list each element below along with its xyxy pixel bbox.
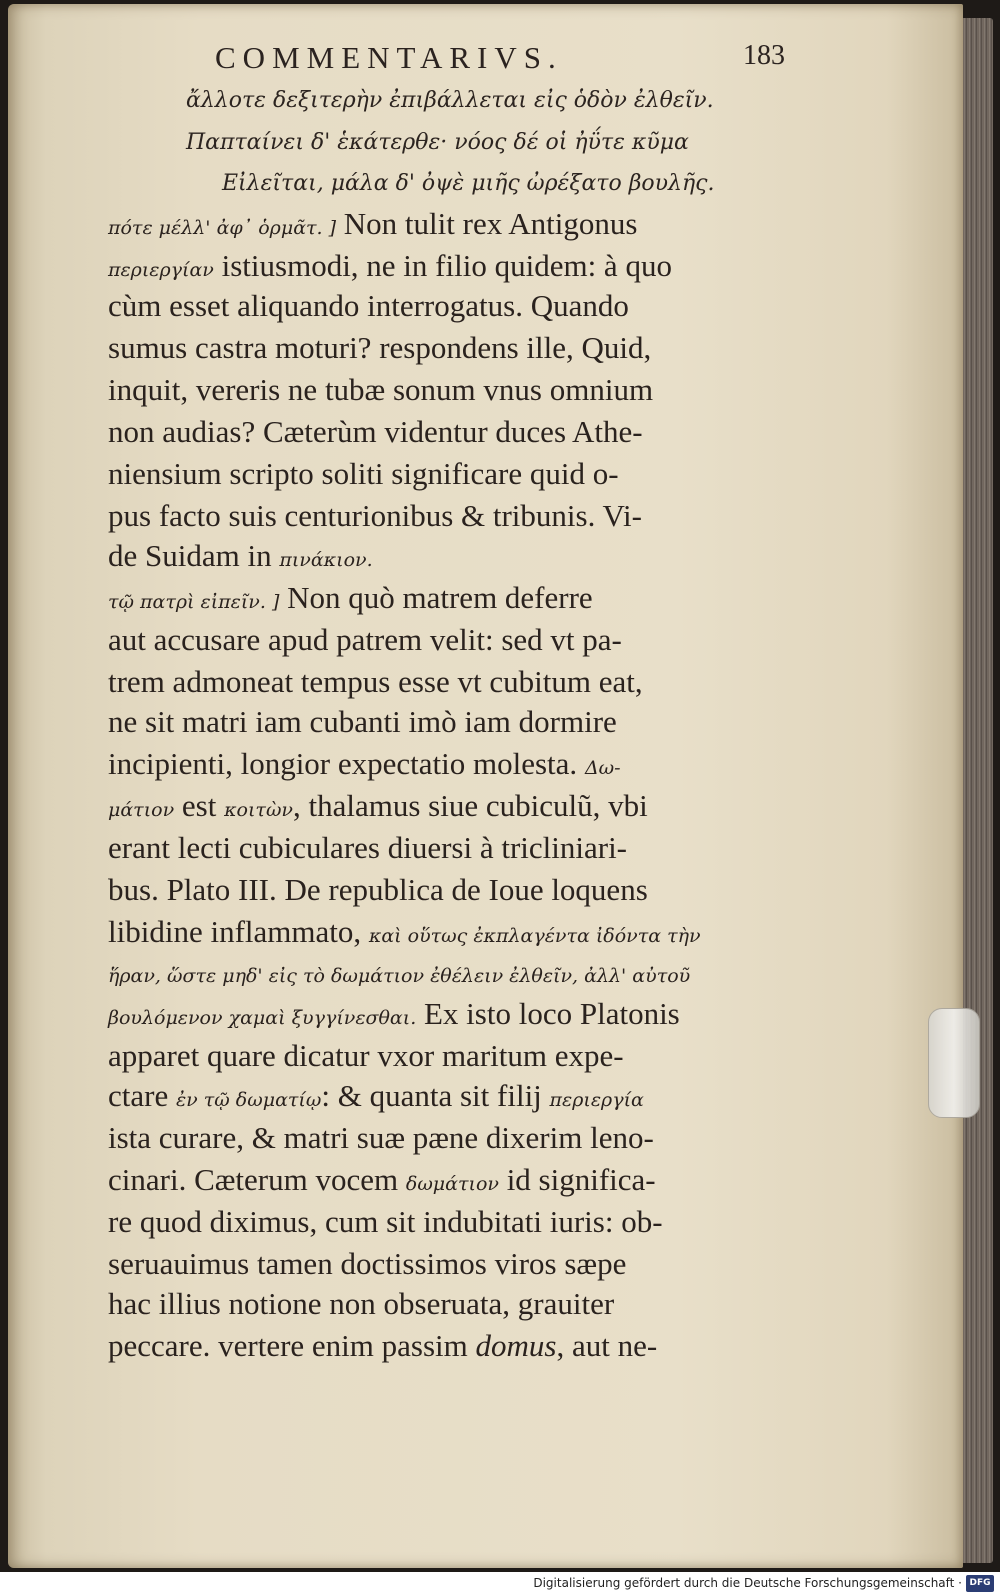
text-line — [108, 872, 648, 908]
latin-text: Ex isto loco Platonis — [416, 996, 680, 1031]
greek-phrase: καὶ οὕτως ἐκπλαγέντα ἰδόντα τὴν — [368, 925, 701, 947]
footer-bar — [0, 1572, 1000, 1596]
latin-text: ctare — [108, 1078, 176, 1113]
greek-phrase: τῷ πατρὶ εἰπεῖν. ] — [108, 591, 280, 613]
latin-text: domus — [475, 1328, 557, 1363]
dfg-logo-icon: DFG — [966, 1575, 994, 1592]
latin-text: apparet quare dicatur vxor maritum expe- — [108, 1038, 624, 1073]
running-title: COMMENTARIVS. — [215, 40, 563, 75]
latin-text: id significa- — [498, 1162, 656, 1197]
text-line — [108, 456, 619, 492]
funding-note: Digitalisierung gefördert durch die Deutsche Forschungsgemeinschaft · — [533, 1576, 962, 1590]
text-line — [108, 704, 617, 740]
latin-text: libidine inflammato, — [108, 914, 369, 949]
verse-line: ἄλλοτε δεξιτερὴν ἐπιβάλλεται εἰς ὁδὸν ἐλθεῖν. — [186, 88, 714, 113]
verse-line: Παπταίνει δ' ἑκάτερθε· νόος δέ οἱ ἠΰτε κῦμα — [186, 130, 689, 155]
text-line — [108, 622, 622, 658]
text-line — [108, 248, 672, 284]
latin-text: , thalamus siue cubiculũ, vbi — [292, 788, 648, 823]
latin-text: hac illius notione non obseruata, grauiter — [108, 1286, 615, 1321]
latin-text: bus. Plato III. De republica de Ioue loquens — [108, 872, 648, 907]
greek-phrase: ἐν τῷ δωματίῳ — [175, 1089, 322, 1111]
text-line — [108, 538, 373, 574]
latin-text: sumus castra moturi? respondens ille, Quid, — [108, 330, 652, 365]
greek-phrase: μάτιον — [108, 799, 175, 821]
greek-phrase: Δω- — [584, 757, 621, 779]
latin-text: : & quanta sit filij — [321, 1078, 550, 1113]
text-line — [108, 288, 629, 324]
greek-phrase: δωμάτιον — [405, 1173, 499, 1195]
text-line — [108, 1038, 624, 1074]
text-line — [108, 1078, 644, 1114]
latin-text: ne sit matri iam cubanti imò iam dormire — [108, 704, 617, 739]
greek-phrase: περιεργία — [549, 1089, 644, 1111]
greek-phrase: ἥραν, ὥστε μηδ' εἰς τὸ δωμάτιον ἐθέλειν ἐλθεῖν, ἀλλ' αὐτοῦ — [108, 965, 691, 987]
latin-text: non audias? Cæterùm videntur duces Athe- — [108, 414, 643, 449]
clip-tab — [928, 1008, 980, 1118]
latin-text: inquit, vereris ne tubæ sonum vnus omnium — [108, 372, 654, 407]
text-line — [108, 372, 653, 408]
latin-text: cùm esset aliquando interrogatus. Quando — [108, 288, 629, 323]
latin-text: istiusmodi, ne in filio quidem: à quo — [213, 248, 672, 283]
text-line — [108, 1120, 654, 1156]
text-line — [108, 206, 637, 242]
text-line — [108, 414, 643, 450]
latin-text: peccare. vertere enim passim — [108, 1328, 476, 1363]
latin-text: Non quò matrem deferre — [279, 580, 593, 615]
latin-text: incipienti, longior expectatio molesta. — [108, 746, 585, 781]
text-line — [108, 1246, 626, 1282]
latin-text: ista curare, & matri suæ pæne dixerim leno- — [108, 1120, 654, 1155]
latin-text: de Suidam in — [108, 538, 280, 573]
latin-text: cinari. Cæterum vocem — [108, 1162, 406, 1197]
text-line — [108, 664, 643, 700]
latin-text: pus facto suis centurionibus & tribunis. Vi- — [108, 498, 642, 533]
greek-phrase: βουλόμενον χαμαὶ ξυγγίνεσθαι. — [108, 1007, 417, 1029]
text-line — [108, 1204, 663, 1240]
text-line — [108, 788, 648, 824]
latin-text: re quod diximus, cum sit indubitati iuris: ob- — [108, 1204, 663, 1239]
text-line — [108, 1286, 614, 1322]
verse-line: Εἰλεῖται, μάλα δ' ὀψὲ μιῆς ὠρέξατο βουλῆς. — [222, 171, 715, 196]
latin-text: Non tulit rex Antigonus — [336, 206, 638, 241]
text-line — [108, 830, 627, 866]
text-line — [108, 746, 621, 782]
latin-text: niensium scripto soliti significare quid o- — [108, 456, 619, 491]
latin-text: erant lecti cubiculares diuersi à tricliniari- — [108, 830, 628, 865]
greek-phrase: πότε μέλλ' ἀφ᾽ ὁρμᾶτ. ] — [108, 217, 337, 239]
latin-text: trem admoneat tempus esse vt cubitum eat, — [108, 664, 643, 699]
page-edges — [963, 18, 993, 1563]
greek-phrase: κοιτὼν — [224, 799, 293, 821]
page-number: 183 — [743, 40, 785, 71]
text-line — [108, 580, 593, 616]
text-line — [108, 498, 642, 534]
text-line — [108, 1328, 657, 1364]
latin-text: est — [174, 788, 225, 823]
latin-text: , aut ne- — [556, 1328, 658, 1363]
text-line — [108, 954, 690, 990]
latin-text: seruauimus tamen doctissimos viros sæpe — [108, 1246, 627, 1281]
greek-phrase: πινάκιον. — [279, 549, 373, 571]
latin-text: aut accusare apud patrem velit: sed vt pa- — [108, 622, 622, 657]
text-line — [108, 330, 651, 366]
running-head — [215, 40, 795, 84]
text-line — [108, 1162, 656, 1198]
text-line — [108, 996, 680, 1032]
text-line — [108, 914, 701, 950]
greek-phrase: περιεργίαν — [108, 259, 214, 281]
